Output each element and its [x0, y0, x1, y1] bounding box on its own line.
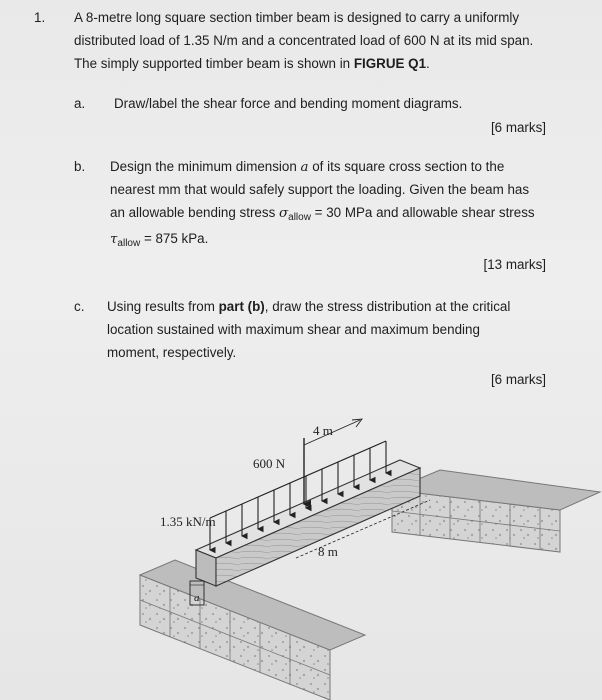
- part-b-line-1-tail: of its square cross section to the: [308, 159, 505, 174]
- part-b-reference: part (b): [218, 299, 265, 314]
- part-c-line-1-text: Using results from: [107, 299, 219, 314]
- intro-period: .: [426, 56, 430, 71]
- left-support-wall: [140, 560, 365, 700]
- part-b-line-3: [110, 201, 535, 229]
- udl-label: 1.35 kN/m: [160, 514, 216, 529]
- part-b-line-2: nearest mm that would safely support the loading. Given the beam has: [110, 182, 530, 197]
- part-c-line-1-tail: , draw the stress distribution at the critical: [264, 299, 511, 314]
- tau-subscript: allow: [117, 238, 141, 249]
- timber-beam: [196, 460, 420, 586]
- part-a-letter: a.: [74, 96, 86, 111]
- tau-symbol: τ: [110, 232, 118, 247]
- part-b-line-4: [110, 227, 208, 255]
- part-b-line-3-tail: = 30 MPa and allowable shear stress: [310, 205, 535, 220]
- right-support-wall: [392, 470, 600, 552]
- part-a-text: Draw/label the shear force and bending moment diagrams.: [114, 96, 463, 111]
- part-c-line-3: moment, respectively.: [107, 345, 237, 360]
- half-span-label: 4 m: [313, 423, 333, 438]
- span-label: 8 m: [318, 544, 338, 559]
- question-intro-line-1: A 8-metre long square section timber beam is designed to carry a uniformly: [74, 10, 520, 25]
- section-label: a: [194, 592, 200, 604]
- part-b-line-4-text: = 875 kPa.: [140, 231, 209, 246]
- part-b-line-1: [110, 155, 504, 179]
- part-c-line-2: location sustained with maximum shear and maximum bending: [107, 322, 480, 337]
- part-b-line-3-text: an allowable bending stress: [110, 205, 279, 220]
- question-intro-line-3: [74, 52, 430, 75]
- part-b-letter: b.: [74, 159, 86, 174]
- part-c-letter: c.: [74, 299, 85, 314]
- question-intro-line-2: distributed load of 1.35 N/m and a concentrated load of 600 N at its mid span.: [74, 33, 534, 48]
- question-number: 1.: [34, 10, 46, 25]
- figure-q1-beam-diagram: [0, 400, 602, 700]
- part-b-line-1-text: Design the minimum dimension: [110, 159, 301, 174]
- part-c-marks: [6 marks]: [490, 372, 546, 387]
- dimension-symbol: a: [300, 160, 309, 175]
- part-b-marks: [13 marks]: [483, 257, 546, 272]
- intro-text: The simply supported timber beam is shown in: [74, 56, 354, 71]
- figure-reference: FIGRUE Q1: [353, 56, 427, 71]
- sigma-symbol: σ: [278, 206, 289, 221]
- sigma-subscript: allow: [288, 212, 311, 223]
- part-a-marks: [6 marks]: [490, 120, 546, 135]
- point-load-label: 600 N: [253, 456, 286, 471]
- part-c-line-1: [107, 295, 510, 318]
